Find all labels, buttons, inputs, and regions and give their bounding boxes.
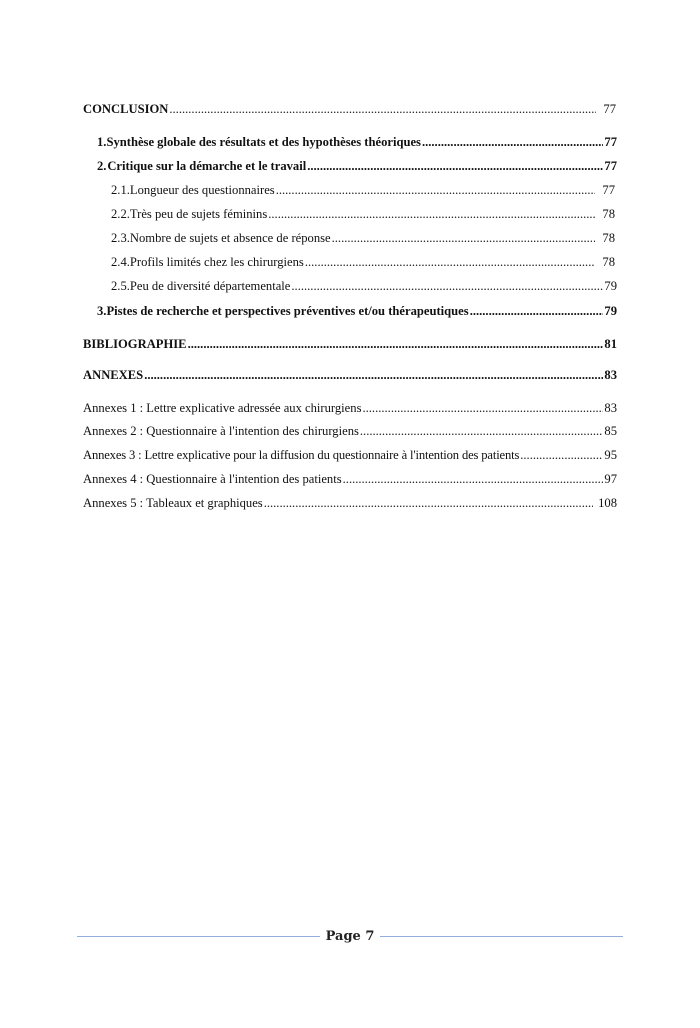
toc-leader-dots <box>307 159 603 174</box>
toc-entry-annexe-3[interactable] <box>83 448 617 463</box>
toc-entry-page: 79 <box>604 304 617 318</box>
toc-entry-page: 78 <box>602 207 615 221</box>
toc-entry-page: 79 <box>604 279 617 293</box>
toc-entry-title: BIBLIOGRAPHIE <box>83 337 187 351</box>
toc-entry-title: Annexes 1 : Lettre explicative adressée aux chirurgiens <box>83 401 362 415</box>
toc-entry-annexe-4[interactable] <box>83 472 617 487</box>
toc-leader-dots <box>332 231 596 246</box>
toc-leader-dots <box>264 496 593 511</box>
toc-entry-page: 108 <box>598 496 617 510</box>
toc-entry-number: 2.1. <box>111 183 130 197</box>
toc-leader-dots <box>343 472 604 487</box>
toc-entry-section-1[interactable] <box>83 135 617 150</box>
toc-leader-dots <box>144 368 603 383</box>
toc-leader-dots <box>360 424 604 439</box>
toc-leader-dots <box>169 102 596 117</box>
toc-entry-page: 77 <box>602 183 615 197</box>
toc-entry-title: Annexes 5 : Tableaux et graphiques <box>83 496 263 510</box>
toc-entry-page: 78 <box>602 255 615 269</box>
toc-entry-title: Pistes de recherche et perspectives préventives et/ou thérapeutiques <box>106 304 469 318</box>
toc-entry-annexe-5[interactable] <box>83 496 617 511</box>
toc-entry-title: Longueur des questionnaires <box>129 183 275 197</box>
toc-entry-title: Très peu de sujets féminins <box>129 207 268 221</box>
toc-entry-section-2-3[interactable] <box>83 231 617 246</box>
toc-entry-section-2[interactable] <box>83 159 617 174</box>
toc-entry-title: Annexes 3 : Lettre explicative pour la diffusion du questionnaire à l'intention des patients <box>83 448 520 462</box>
toc-entry-number: 2.4. <box>111 255 130 269</box>
toc-entry-title: CONCLUSION <box>83 102 169 116</box>
toc-entry-number: 2.3. <box>111 231 130 245</box>
toc-leader-dots <box>188 337 604 352</box>
footer-rule-right <box>380 936 623 937</box>
toc-entry-title: ANNEXES <box>83 368 144 382</box>
toc-entry-title: Profils limités chez les chirurgiens <box>129 255 304 269</box>
toc-entry-title: Annexes 4 : Questionnaire à l'intention des patients <box>83 472 342 486</box>
toc-entry-page: 77 <box>604 159 617 173</box>
toc-entry-annexe-2[interactable] <box>83 424 617 439</box>
toc-entry-section-2-5[interactable] <box>83 279 617 294</box>
toc-entry-page: 77 <box>604 135 617 149</box>
toc-entry-number: 3. <box>97 304 107 318</box>
toc-entry-annexe-1[interactable] <box>83 401 617 416</box>
toc-entry-page: 95 <box>604 448 617 462</box>
toc-entry-title: Annexes 2 : Questionnaire à l'intention des chirurgiens <box>83 424 359 438</box>
page-footer <box>77 926 623 946</box>
toc-entry-section-2-1[interactable] <box>83 183 617 198</box>
toc-entry-number: 2.5. <box>111 279 130 293</box>
toc-entry-section-3[interactable] <box>83 304 617 319</box>
toc-leader-dots <box>268 207 595 222</box>
toc-entry-title: Synthèse globale des résultats et des hypothèses théoriques <box>106 135 421 149</box>
toc-leader-dots <box>305 255 596 270</box>
toc-leader-dots <box>470 304 604 319</box>
toc-entry-title: Nombre de sujets et absence de réponse <box>129 231 331 245</box>
toc-entry-page: 83 <box>604 401 617 415</box>
toc-entry-conclusion[interactable] <box>83 102 617 117</box>
toc-entry-number: 2.2. <box>111 207 130 221</box>
toc-leader-dots <box>520 448 603 463</box>
toc-entry-title: Critique sur la démarche et le travail <box>107 159 307 173</box>
toc-entry-page: 97 <box>604 472 617 486</box>
toc-entry-page: 77 <box>603 102 616 116</box>
toc-entry-page: 83 <box>604 368 617 382</box>
toc-entry-title: Peu de diversité départementale <box>129 279 291 293</box>
toc-entry-bibliographie[interactable] <box>83 337 617 352</box>
toc-leader-dots <box>276 183 596 198</box>
toc-entry-section-2-2[interactable] <box>83 207 617 222</box>
toc-entry-number: 2. <box>97 159 107 173</box>
toc-entry-section-2-4[interactable] <box>83 255 617 270</box>
toc-leader-dots <box>422 135 603 150</box>
toc-entry-page: 78 <box>602 231 615 245</box>
toc-entry-page: 81 <box>604 337 617 351</box>
page-number: Page 7 <box>325 928 375 944</box>
toc-leader-dots <box>362 401 603 416</box>
toc-entry-page: 85 <box>604 424 617 438</box>
toc-leader-dots <box>291 279 603 294</box>
toc-entry-annexes[interactable] <box>83 368 617 383</box>
toc-entry-number: 1. <box>97 135 107 149</box>
footer-rule-left <box>77 936 320 937</box>
